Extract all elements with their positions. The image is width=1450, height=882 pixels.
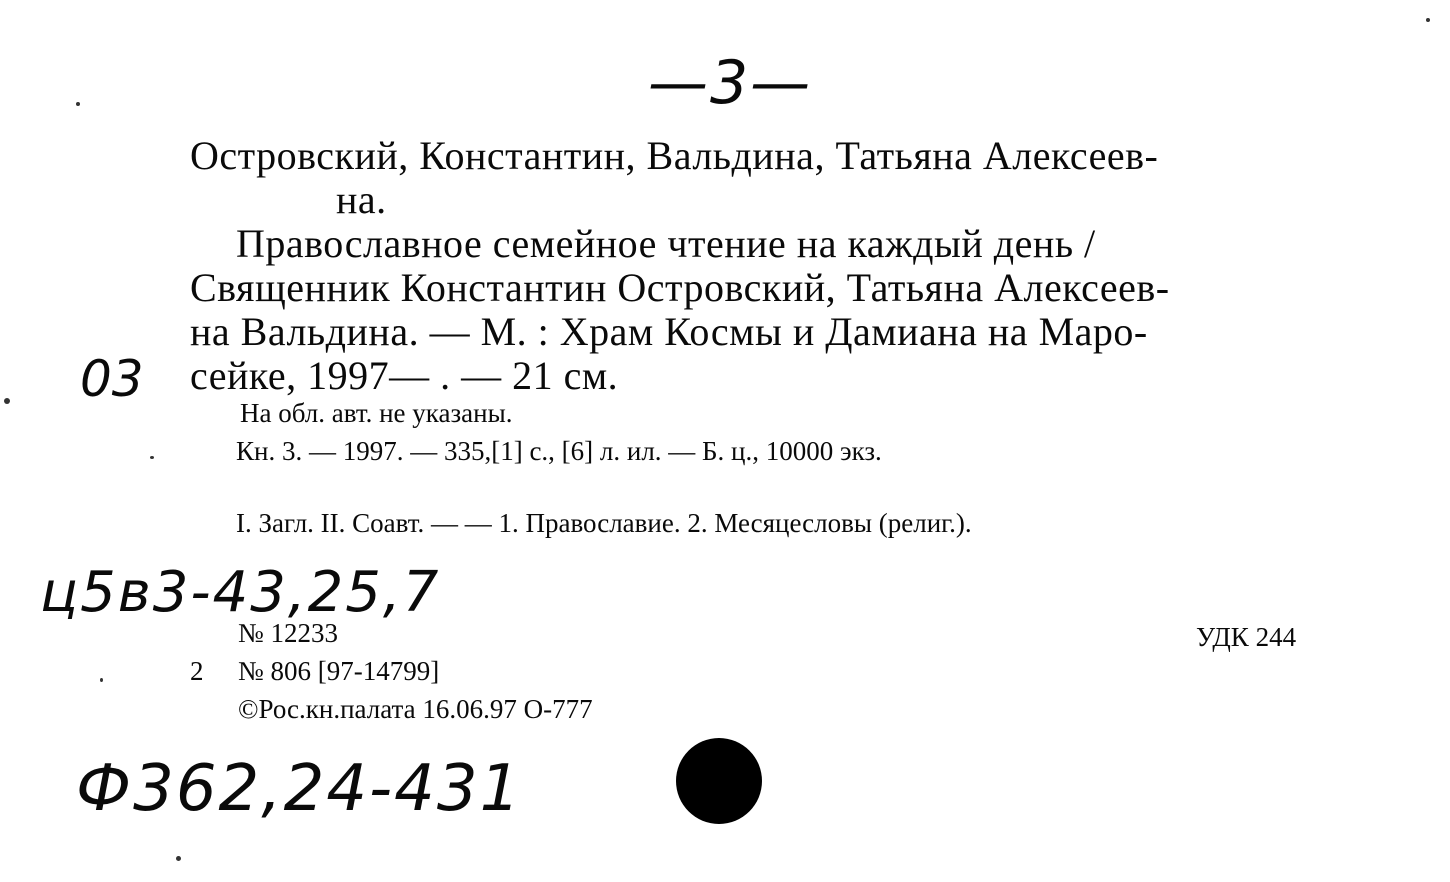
page-number-mark: —3— xyxy=(648,48,813,118)
speck xyxy=(176,856,181,861)
title-line-2: Священник Константин Островский, Татьяна Алексеев- xyxy=(190,265,1170,310)
record-number-2: № 806 [97-14799] xyxy=(238,656,440,686)
speck xyxy=(100,678,103,682)
title-line-4: сейке, 1997— . — 21 см. xyxy=(190,353,619,398)
title-line-1: Православное семейное чтение на каждый день / xyxy=(236,221,1096,266)
note-line-2: Кн. 3. — 1997. — 335,[1] с., [6] л. ил. — Б. ц., 10000 экз. xyxy=(236,436,882,466)
punch-hole xyxy=(676,738,762,824)
author-heading-line-1: Островский, Константин, Вальдина, Татьяна Алексеев- xyxy=(190,133,1159,178)
handwritten-03: 03 xyxy=(80,350,144,408)
speck xyxy=(1426,18,1430,22)
speck xyxy=(76,102,80,106)
title-line-3: на Вальдина. — М. : Храм Космы и Дамиана на Маро- xyxy=(190,309,1148,354)
handwritten-classification: Ф362,24-431 xyxy=(76,752,523,826)
note-line-1: На обл. авт. не указаны. xyxy=(240,398,513,428)
tracings-line: I. Загл. II. Соавт. — — 1. Православие. 2. Месяцесловы (религ.). xyxy=(236,508,972,538)
copyright-line: ©Рос.кн.палата 16.06.97 О-777 xyxy=(238,694,593,724)
author-heading-line-2: на. xyxy=(336,177,387,222)
speck xyxy=(150,456,154,459)
record-number-2-prefix: 2 xyxy=(190,656,204,686)
udk-code: УДК 244 xyxy=(1196,622,1297,652)
handwritten-bbk-index: ц5в3-43,25,7 xyxy=(40,560,441,625)
record-number-1: № 12233 xyxy=(238,618,339,648)
speck xyxy=(4,398,10,404)
